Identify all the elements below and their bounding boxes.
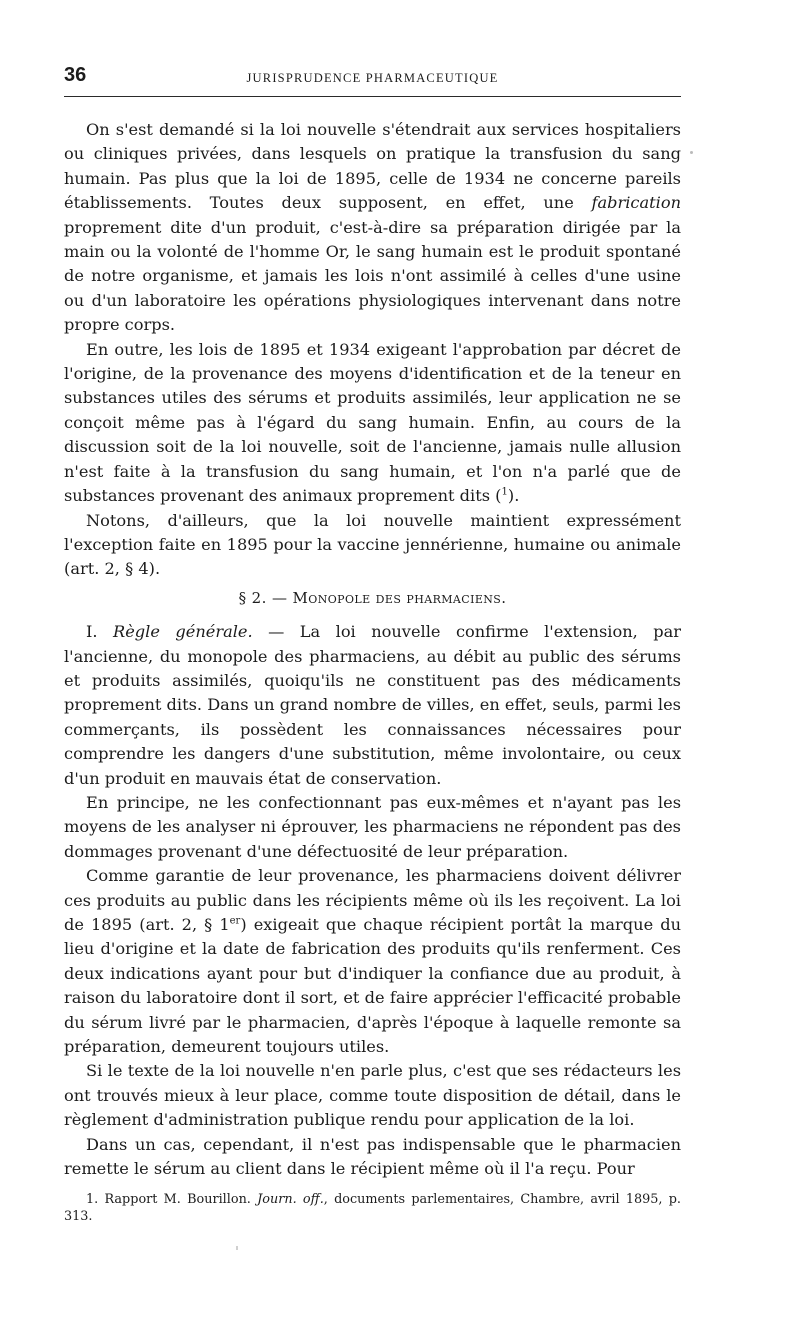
page-speck (236, 1246, 238, 1250)
footnote-ref[interactable]: 1 (501, 486, 508, 498)
book-page (64, 62, 681, 1225)
section-title: Monopole des pharmaciens. (292, 588, 507, 607)
page-body (64, 118, 681, 1225)
running-title: JURISPRUDENCE PHARMACEUTIQUE (246, 71, 499, 85)
running-header (64, 62, 681, 97)
paragraph-garantie: Comme garantie de leur provenance, les pharmaciens doivent délivrer ces produits au public dans les récipients même où ils les reçoivent. La loi de 1895 (art. 2, § 1er) exigeait que chaque récipient portât la marque du lieu d'origine et la date de fabrication des produits qu'ils renferment. Ces deux indications ayant pour but d'indiquer la confiance due au produit, à raison du laboratoire dont il sort, et de faire apprécier l'efficacité probable du sérum livré par le pharmacien, d'après l'époque à laquelle remonte sa préparation, demeurent toujours utiles. (64, 866, 681, 1057)
page-number: 36 (64, 64, 87, 86)
paragraph-principe: En principe, ne les confectionnant pas eux-mêmes et n'ayant pas les moyens de les analyser ni éprouver, les pharmaciens ne répondent pas des dommages provenant d'une défectuosité de leur préparation. (64, 792, 681, 861)
paragraph-transfusion: On s'est demandé si la loi nouvelle s'étendrait aux services hospitaliers ou cliniques privées, dans lesquels on pratique la transfusion du sang humain. Pas plus que la loi de 1895, celle de 1934 ne concerne pareils établissements. Toutes deux supposent, en effet, une fabrication proprement dite d'un produit, c'est-à-dire sa préparation dirigée par la main ou la volonté de l'homme Or, le sang humain est le produit spontané de notre organisme, et jamais les lois n'ont assimilé à celles d'une usine ou d'un laboratoire les opérations physiologiques intervenant dans notre propre corps. (64, 120, 681, 335)
margin-speck (690, 151, 693, 154)
paragraph-lois-1895-1934: En outre, les lois de 1895 et 1934 exigeant l'approbation par décret de l'origine, de la provenance des moyens d'identification et de la teneur en substances utiles des sérums et produits assimilés, leur application ne se conçoit même pas à l'égard du sang humain. Enfin, au cours de la discussion soit de la loi nouvelle, soit de l'ancienne, jamais nulle allusion n'est faite à la transfusion du sang humain, et l'on n'a parlé que de substances provenant des animaux proprement dits ($^1$). (64, 339, 681, 506)
paragraph-dans-un-cas: Dans un cas, cependant, il n'est pas indispensable que le pharmacien remette le sérum au client dans le récipient même où il l'a reçu. Pour (64, 1134, 681, 1179)
section-heading (64, 586, 681, 610)
footnote-number: 1. (86, 1192, 99, 1208)
paragraph-vaccine: Notons, d'ailleurs, que la loi nouvelle maintient expressément l'exception faite en 1895 pour la vaccine jennérienne, humaine ou animale (art. 2, § 4). (64, 510, 681, 579)
paragraph-texte-loi: Si le texte de la loi nouvelle n'en parle plus, c'est que ses rédacteurs les ont trouvés mieux à leur place, comme toute disposition de détail, dans le règlement d'administration publique rendu pour application de la loi. (64, 1061, 681, 1130)
paragraph-regle-generale: I. Règle générale. — La loi nouvelle confirme l'extension, par l'ancienne, du monopole des pharmaciens, au débit au public des sérums et produits assimilés, quoiqu'ils ne constituent pas des médicaments proprement dits. Dans un grand nombre de villes, en effet, seuls, parmi les commerçants, ils possèdent les connaissances nécessaires pour comprendre les dangers d'une substitution, même involontaire, ou ceux d'un produit en mauvais état de conservation. (64, 622, 681, 788)
footnote: 1. Rapport M. Bourillon. Journ. off., documents parlementaires, Chambre, avril 1895, p. 313. (64, 1192, 681, 1225)
section-number: § 2. — (238, 588, 288, 607)
